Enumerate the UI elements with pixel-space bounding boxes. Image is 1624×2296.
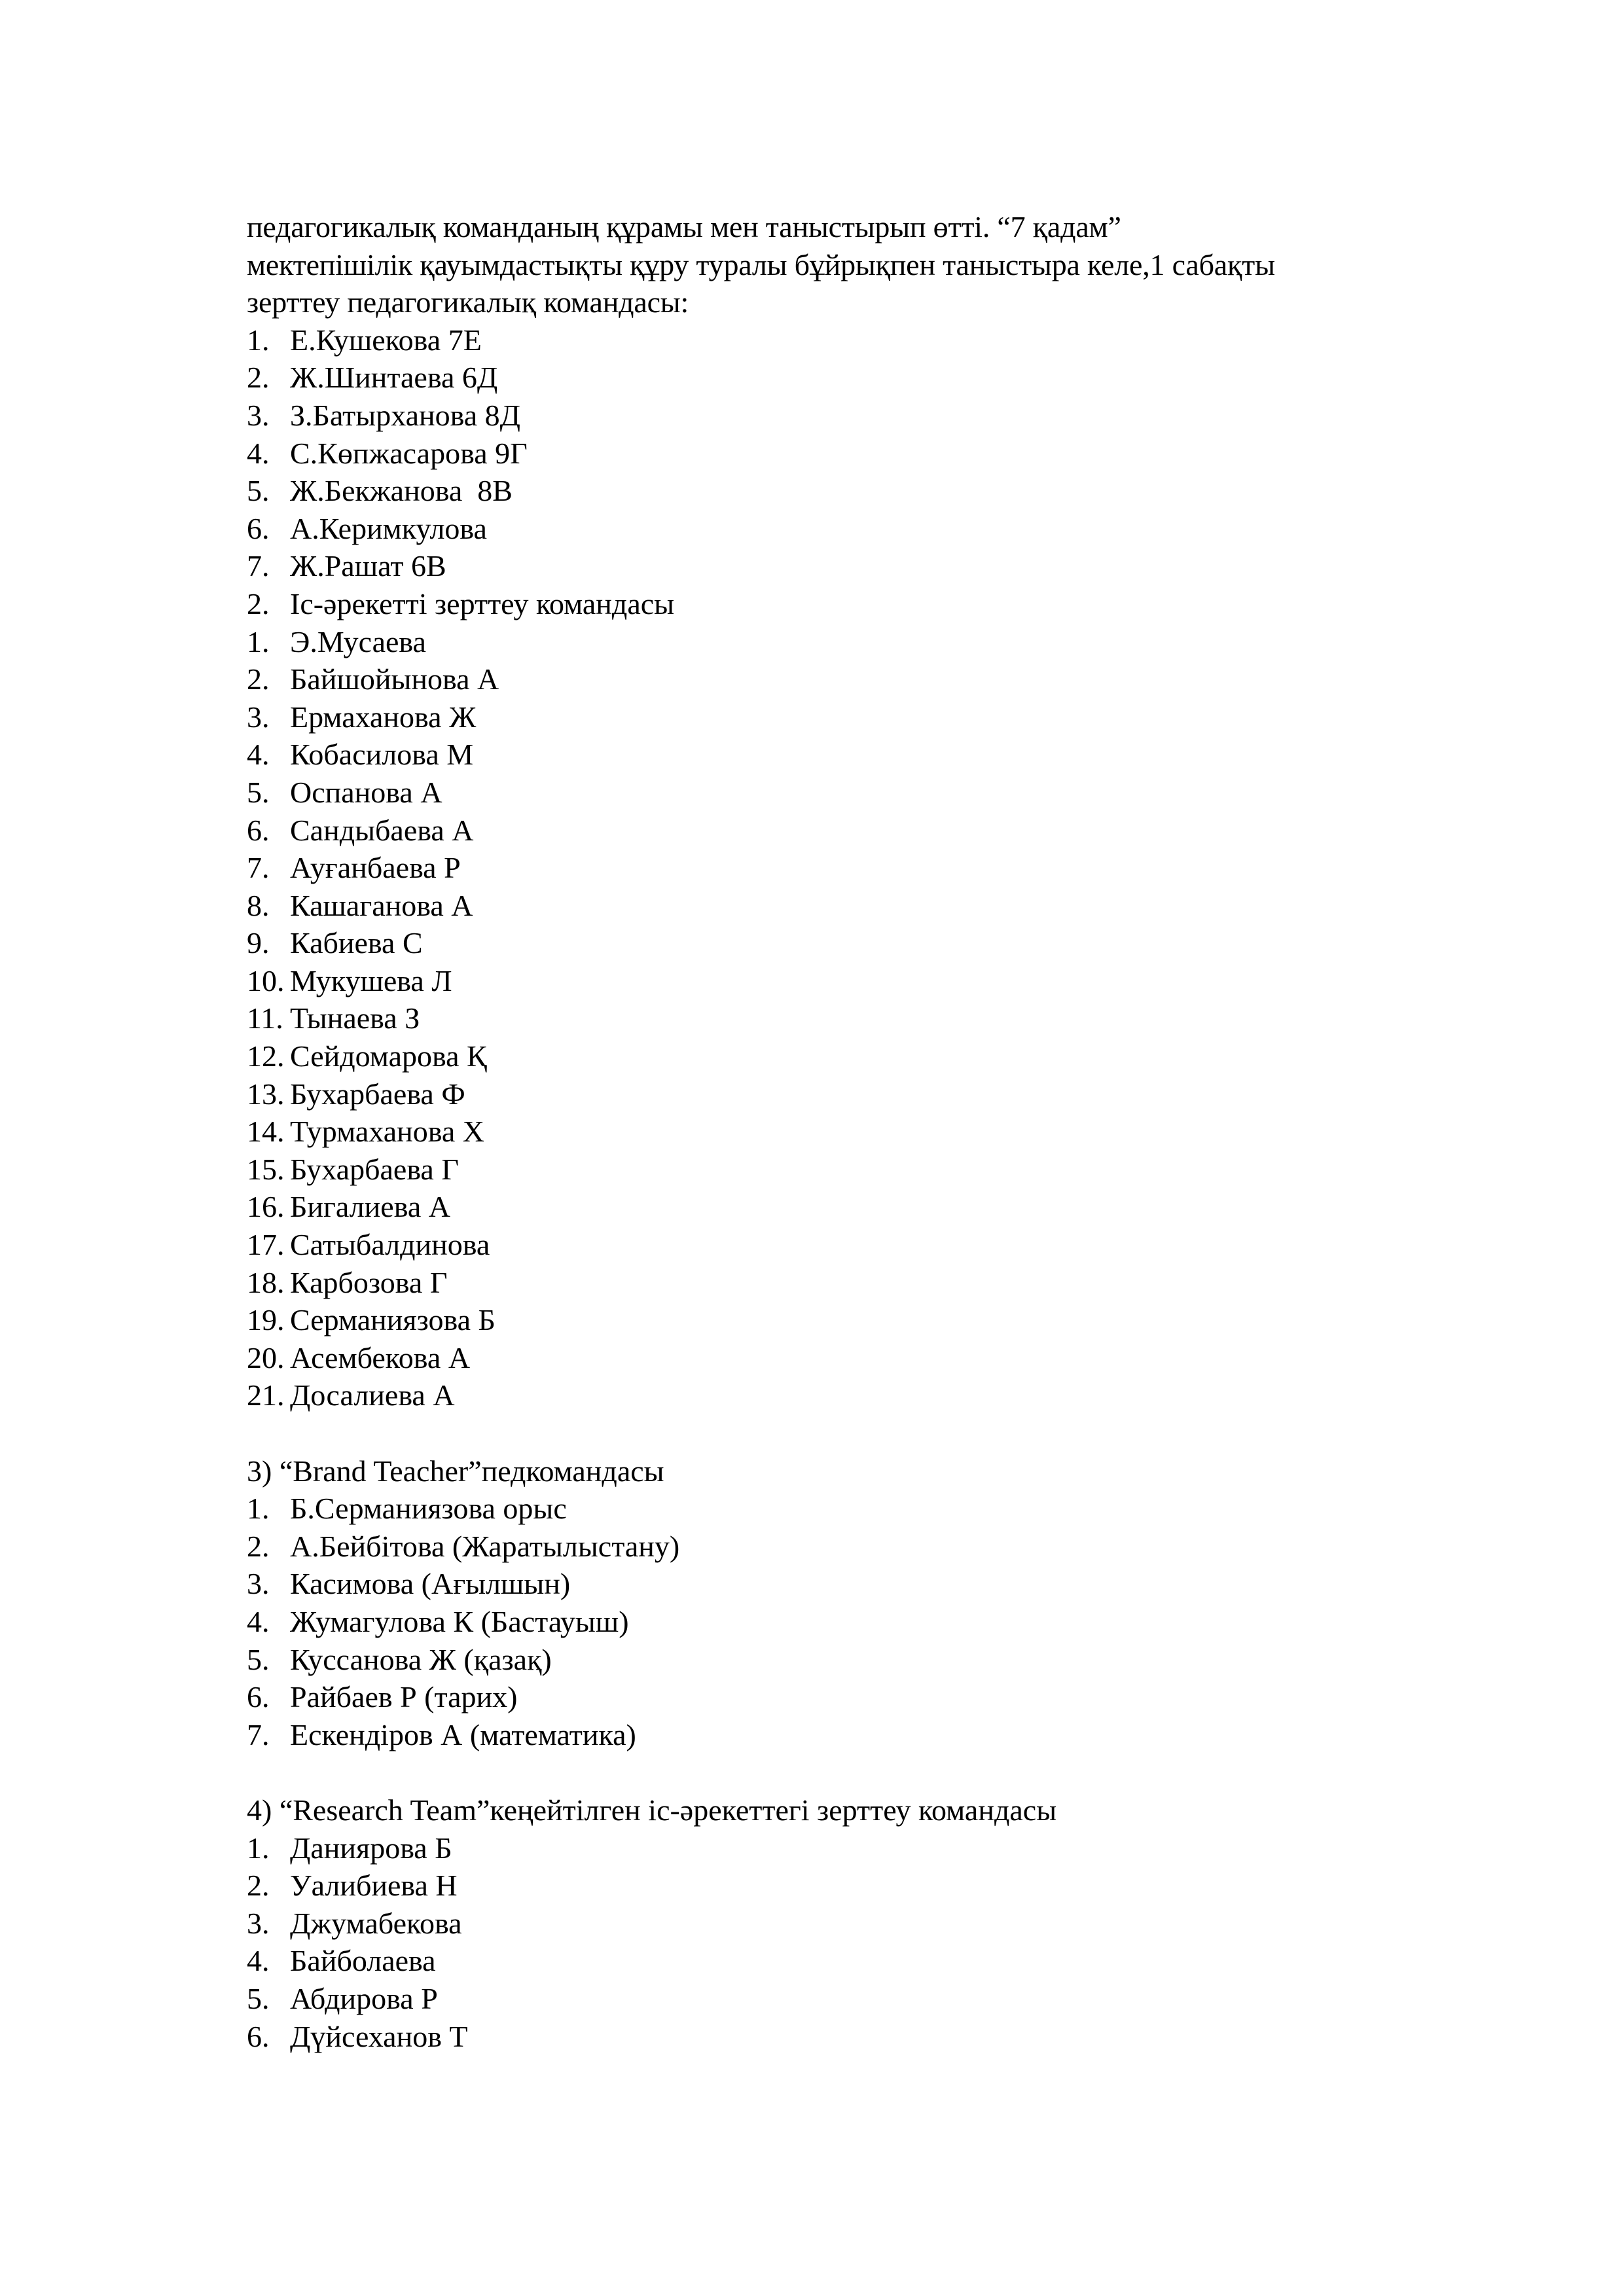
- item-text: Тынаева З: [290, 1001, 420, 1035]
- list-item: [247, 1528, 1399, 1566]
- item-number: 18.: [247, 1265, 285, 1299]
- list-item: [247, 1942, 1399, 1980]
- item-number: 13.: [247, 1077, 285, 1111]
- blank-line: [247, 1753, 1399, 1791]
- list-item: [247, 1226, 1399, 1264]
- list-item: [247, 397, 1399, 435]
- item-text: Мукушева Л: [290, 963, 452, 997]
- list-item: [247, 1037, 1399, 1075]
- list-item: [247, 623, 1399, 661]
- item-number: 4.: [247, 1944, 270, 1978]
- heading-text: Іс-әрекетті зерттеу командасы: [290, 586, 675, 620]
- item-number: 1.: [247, 624, 270, 658]
- document-page: [247, 208, 1399, 2055]
- list-item: [247, 510, 1399, 548]
- action-research-team-list: [247, 623, 1399, 1414]
- item-text: Абдирова Р: [290, 1981, 438, 2015]
- item-number: 2.: [247, 1529, 270, 1563]
- lesson-study-team-list: [247, 321, 1399, 585]
- intro-line: педагогикалық команданың құрамы мен таныстырып өтті. “7 қадам”: [247, 210, 1121, 243]
- list-item: [247, 999, 1399, 1037]
- heading-number: 2.: [247, 586, 270, 620]
- item-number: 2.: [247, 662, 270, 696]
- list-item: [247, 1716, 1399, 1754]
- item-text: Бухарбаева Ф: [290, 1077, 465, 1111]
- item-text: Жумагулова К (Бастауыш): [290, 1604, 629, 1638]
- item-number: 1.: [247, 1492, 270, 1526]
- item-text: Дүйсеханов Т: [290, 2019, 468, 2053]
- list-item: [247, 698, 1399, 736]
- item-number: 11.: [247, 1001, 283, 1035]
- list-item: [247, 1603, 1399, 1641]
- list-item: [247, 1376, 1399, 1414]
- item-text: Даниярова Б: [290, 1831, 452, 1865]
- list-item: [247, 1301, 1399, 1339]
- list-item: [247, 736, 1399, 774]
- item-number: 9.: [247, 926, 270, 960]
- item-text: Куссанова Ж (қазақ): [290, 1642, 552, 1676]
- list-item: [247, 660, 1399, 698]
- item-number: 19.: [247, 1303, 285, 1337]
- item-number: 1.: [247, 1831, 270, 1865]
- list-item: [247, 1490, 1399, 1528]
- item-text: Серманиязова Б: [290, 1303, 496, 1337]
- item-text: Асембекова А: [290, 1340, 471, 1374]
- list-item: [247, 1339, 1399, 1377]
- list-item: [247, 774, 1399, 812]
- list-item: [247, 962, 1399, 1000]
- item-text: Касимова (Ағылшын): [290, 1567, 571, 1601]
- item-number: 3.: [247, 1567, 270, 1601]
- list-item: [247, 1113, 1399, 1151]
- list-item: [247, 924, 1399, 962]
- item-number: 5.: [247, 1981, 270, 2015]
- item-number: 4.: [247, 738, 270, 772]
- item-text: Б.Серманиязова орыс: [290, 1492, 567, 1526]
- brand-teacher-team-list: [247, 1490, 1399, 1753]
- item-text: А.Керимкулова: [290, 511, 487, 545]
- item-number: 20.: [247, 1340, 285, 1374]
- item-text: С.Көпжасарова 9Г: [290, 436, 528, 470]
- item-text: Уалибиева Н: [290, 1869, 458, 1903]
- item-number: 2.: [247, 361, 270, 395]
- list-item: [247, 1829, 1399, 1867]
- item-text: Байшойынова А: [290, 662, 499, 696]
- item-text: Ермаханова Ж: [290, 700, 477, 734]
- item-number: 1.: [247, 323, 270, 357]
- list-item: [247, 435, 1399, 473]
- item-text: Сандыбаева А: [290, 813, 474, 847]
- item-text: Досалиева А: [290, 1378, 455, 1412]
- item-text: Э.Мусаева: [290, 624, 426, 658]
- item-number: 7.: [247, 1717, 270, 1751]
- item-text: Ескендіров А (математика): [290, 1717, 636, 1751]
- list-item: [247, 1565, 1399, 1603]
- list-item: [247, 1678, 1399, 1716]
- item-text: Турмаханова Х: [290, 1115, 485, 1149]
- list-item: [247, 1867, 1399, 1905]
- list-item: [247, 849, 1399, 887]
- item-number: 8.: [247, 888, 270, 922]
- item-number: 5.: [247, 474, 270, 508]
- item-text: Райбаев Р (тарих): [290, 1680, 518, 1714]
- item-number: 21.: [247, 1378, 285, 1412]
- item-text: Ауғанбаева Р: [290, 851, 461, 885]
- list-item: [247, 321, 1399, 359]
- item-number: 6.: [247, 2019, 270, 2053]
- item-text: Джумабекова: [290, 1906, 462, 1940]
- item-number: 4.: [247, 1604, 270, 1638]
- item-number: 6.: [247, 511, 270, 545]
- list-item: [247, 472, 1399, 510]
- item-text: З.Батырханова 8Д: [290, 398, 521, 432]
- intro-line: мектепішілік қауымдастықты құру туралы бұйрықпен таныстыра келе,1 сабақты: [247, 247, 1275, 281]
- item-number: 14.: [247, 1115, 285, 1149]
- section-heading-brand-teacher: 3) “Brand Teacher”педкомандасы: [247, 1454, 664, 1488]
- list-item: [247, 1980, 1399, 2018]
- item-text: Кобасилова М: [290, 738, 474, 772]
- item-text: Кашаганова А: [290, 888, 473, 922]
- item-number: 3.: [247, 1906, 270, 1940]
- list-item: [247, 1641, 1399, 1679]
- item-number: 6.: [247, 813, 270, 847]
- list-item: [247, 1075, 1399, 1113]
- item-number: 5.: [247, 1642, 270, 1676]
- item-text: Бигалиева А: [290, 1190, 450, 1224]
- list-item: [247, 1905, 1399, 1943]
- item-text: Карбозова Г: [290, 1265, 448, 1299]
- intro-paragraph: [247, 208, 1399, 321]
- item-number: 2.: [247, 1869, 270, 1903]
- item-text: А.Бейбітова (Жаратылыстану): [290, 1529, 680, 1563]
- item-text: Кабиева С: [290, 926, 423, 960]
- list-item: [247, 359, 1399, 397]
- item-number: 4.: [247, 436, 270, 470]
- research-team-list: [247, 1829, 1399, 2056]
- item-text: Ж.Шинтаева 6Д: [290, 361, 498, 395]
- list-item: [247, 547, 1399, 585]
- item-text: Е.Кушекова 7Е: [290, 323, 482, 357]
- item-number: 17.: [247, 1228, 285, 1262]
- section-heading-action-research: [247, 585, 1399, 623]
- item-number: 15.: [247, 1152, 285, 1186]
- item-text: Оспанова А: [290, 775, 442, 809]
- intro-line: зерттеу педагогикалық командасы:: [247, 285, 689, 319]
- item-number: 3.: [247, 700, 270, 734]
- list-item: [247, 812, 1399, 850]
- item-number: 3.: [247, 398, 270, 432]
- item-number: 7.: [247, 851, 270, 885]
- blank-line: [247, 1414, 1399, 1452]
- item-text: Сейдомарова Қ: [290, 1039, 487, 1073]
- item-text: Байболаева: [290, 1944, 436, 1978]
- item-text: Бухарбаева Г: [290, 1152, 459, 1186]
- section-heading-research-team: 4) “Research Team”кеңейтілген іс-әрекеттегі зерттеу командасы: [247, 1793, 1057, 1827]
- item-number: 10.: [247, 963, 285, 997]
- list-item: [247, 887, 1399, 925]
- item-number: 6.: [247, 1680, 270, 1714]
- list-item: [247, 1188, 1399, 1226]
- item-number: 12.: [247, 1039, 285, 1073]
- item-text: Ж.Рашат 6В: [290, 549, 446, 583]
- item-number: 7.: [247, 549, 270, 583]
- item-text: Сатыбалдинова: [290, 1228, 490, 1262]
- item-number: 5.: [247, 775, 270, 809]
- list-item: [247, 1151, 1399, 1189]
- list-item: [247, 2018, 1399, 2056]
- item-text: Ж.Бекжанова 8В: [290, 474, 513, 508]
- list-item: [247, 1264, 1399, 1302]
- item-number: 16.: [247, 1190, 285, 1224]
